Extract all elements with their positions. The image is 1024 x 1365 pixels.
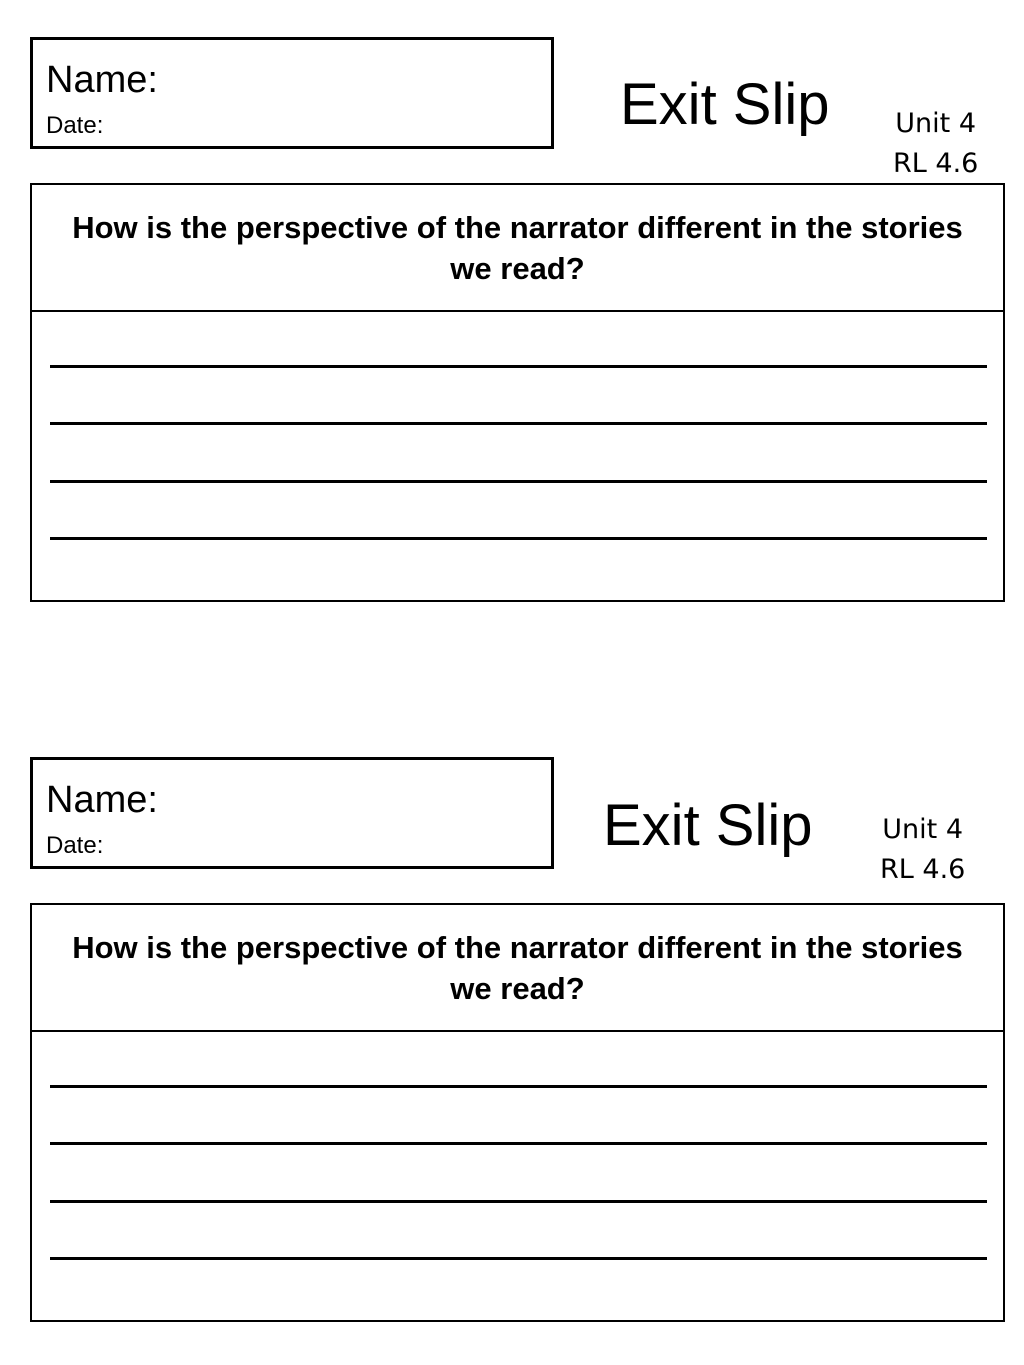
unit-standard (880, 810, 965, 890)
unit-label: Unit 4 (882, 814, 964, 845)
answer-line (50, 1142, 987, 1145)
date-label: Date: (46, 832, 104, 859)
answer-line (50, 1257, 987, 1260)
unit-label: Unit 4 (895, 108, 977, 139)
question-box (30, 183, 1005, 602)
name-label: Name: (46, 779, 158, 821)
answer-line (50, 422, 987, 425)
date-label: Date: (46, 112, 104, 139)
slip-title: Exit Slip (603, 793, 813, 858)
slip-title: Exit Slip (620, 72, 830, 137)
question-box (30, 903, 1005, 1322)
exit-slip-2 (0, 720, 1024, 1320)
name-date-box (30, 37, 554, 149)
answer-area (32, 312, 1003, 600)
answer-line (50, 365, 987, 368)
answer-area (32, 1032, 1003, 1320)
answer-line (50, 537, 987, 540)
question-text: How is the perspective of the narrator different in the stories we read? (32, 185, 1003, 312)
exit-slip-1 (0, 0, 1024, 600)
standard-label: RL 4.6 (893, 148, 979, 179)
answer-line (50, 1085, 987, 1088)
standard-label: RL 4.6 (880, 854, 966, 885)
question-text: How is the perspective of the narrator different in the stories we read? (32, 905, 1003, 1032)
name-label: Name: (46, 59, 158, 101)
unit-standard (893, 104, 978, 184)
name-date-box (30, 757, 554, 869)
answer-line (50, 480, 987, 483)
answer-line (50, 1200, 987, 1203)
